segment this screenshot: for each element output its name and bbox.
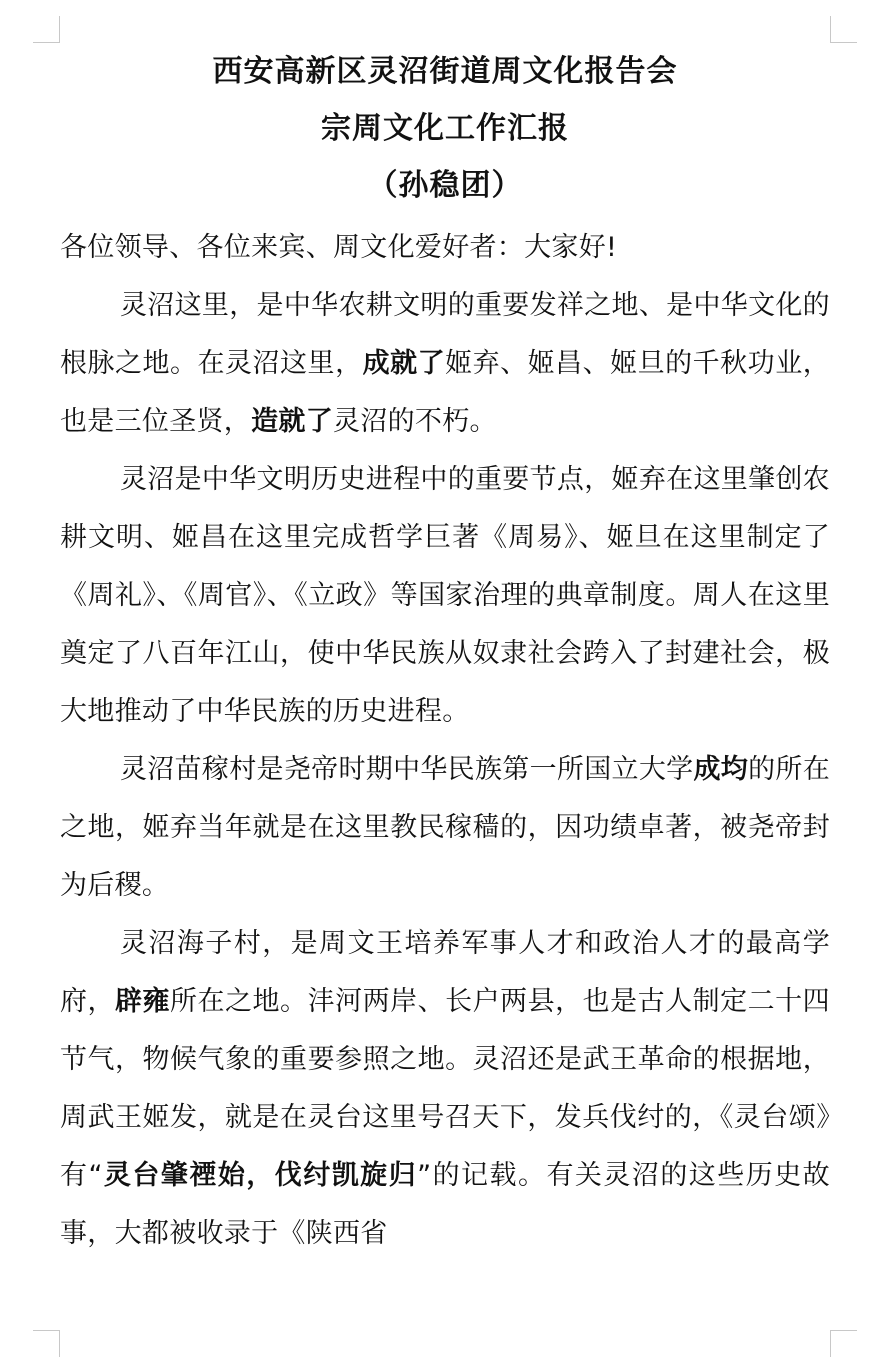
paragraph-text: 灵沼是中华文明历史进程中的重要节点，姬弃在这里肇创农耕文明、姬昌在这里完成哲学巨著《周易》、姬旦在这里制定了《周礼》、《周官》、《立政》等国家治理的典章制度。周人在这里奠定了八百年江山，使中华民族从奴隶社会跨入了封建社会，极大地推动了中华民族的历史进程。 xyxy=(60,464,830,727)
crop-mark-top-right xyxy=(830,16,857,43)
paragraph-3 xyxy=(60,741,830,915)
title-block xyxy=(60,50,830,221)
paragraph-1 xyxy=(60,277,830,451)
author-line: （孙稳团） xyxy=(367,168,523,203)
paragraph-2 xyxy=(60,451,830,741)
emphasis-text: 成就了 xyxy=(362,348,446,379)
paragraph-text: 所在之地。沣河两岸、长户两县，也是古人制定二十四节气，物候气象的重要参照之地。灵沼还是武王革命的根据地，周武王姬发，就是在灵台这里号召天下，发兵伐纣的，《灵台颂》有“ xyxy=(60,986,830,1191)
emphasis-text: 灵台肇禋始，伐纣凯旋归 xyxy=(102,1160,418,1191)
paragraph-text: 灵沼海子村，是周文王培养军事人才和政治人才的最高学府， xyxy=(60,928,830,1017)
paragraph-text: 灵沼苗稼村是尧帝时期中华民族第一所国立大学 xyxy=(120,754,694,785)
emphasis-text: 辟雍 xyxy=(115,986,171,1017)
emphasis-text: 造就了 xyxy=(251,406,334,437)
paragraph-text: 灵沼的不朽。 xyxy=(333,406,497,437)
sub-title: 宗周文化工作汇报 xyxy=(321,111,569,146)
paragraph-4 xyxy=(60,915,830,1263)
paragraph-text: 姬弃、姬昌、姬旦的千秋功业，也是三位圣贤， xyxy=(60,348,830,437)
paragraph-text: ”的记载。有关灵沼的这些历史故事，大都被收录于《陕西省 xyxy=(60,1160,830,1249)
crop-mark-bottom-right xyxy=(830,1330,857,1357)
body-text xyxy=(60,219,830,1263)
main-title: 西安高新区灵沼街道周文化报告会 xyxy=(212,54,678,89)
greeting: 各位领导、各位来宾、周文化爱好者：大家好! xyxy=(60,232,618,263)
paragraph-text: 灵沼这里，是中华农耕文明的重要发祥之地、是中华文化的根脉之地。在灵沼这里， xyxy=(60,290,830,379)
crop-mark-bottom-left xyxy=(33,1330,60,1357)
crop-mark-top-left xyxy=(33,16,60,43)
emphasis-text: 成均 xyxy=(693,754,749,785)
paragraph-text: 的所在之地，姬弃当年就是在这里教民稼穑的，因功绩卓著，被尧帝封为后稷。 xyxy=(60,754,830,901)
